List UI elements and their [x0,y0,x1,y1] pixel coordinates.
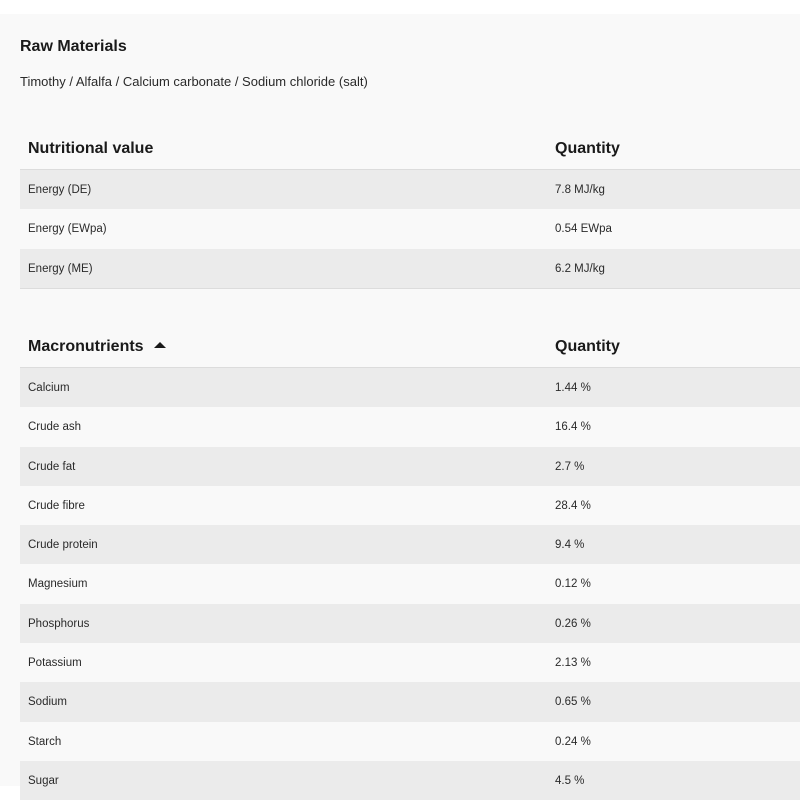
nutrient-quantity: 0.24 % [555,735,591,748]
raw-materials-title: Raw Materials [20,38,127,55]
nutrient-quantity: 9.4 % [555,539,585,552]
nutrient-name: Calcium [28,382,70,394]
nutrient-quantity: 7.8 MJ/kg [555,184,605,196]
nutrient-quantity: 4.5 % [555,774,585,787]
caret-up-icon[interactable] [154,342,166,348]
table-row [20,249,800,288]
nutrient-name: Sugar [28,774,59,787]
table-row [20,564,800,603]
macronutrients-table [20,328,800,800]
nutrient-name: Crude ash [28,421,82,434]
nutrient-name: Magnesium [28,578,88,591]
table-row [20,643,800,682]
nutrient-name: Energy (EWpa) [28,223,107,236]
nutrient-name: Starch [28,735,62,748]
macronutrients-table-body [20,368,800,800]
macronutrients-header-label: Macronutrients [28,338,144,355]
table-row [20,604,800,643]
table-row [20,170,800,209]
table-row [20,761,800,800]
nutrient-name: Crude protein [28,539,98,552]
nutrient-name: Potassium [28,657,82,670]
nutritional-value-table [20,130,800,289]
macronutrients-table-header [20,328,800,368]
table-row [20,407,800,446]
table-row [20,368,800,407]
nutrient-quantity: 0.65 % [555,696,591,709]
nutrient-name: Energy (DE) [28,184,92,196]
nutrient-name: Energy (ME) [28,262,93,275]
nutrient-name: Sodium [28,696,67,709]
nutritional-table-body [20,170,800,289]
nutrient-quantity: 1.44 % [555,382,591,394]
nutrient-quantity: 0.12 % [555,578,591,591]
nutritional-quantity-header[interactable]: Quantity [555,140,620,157]
table-row [20,209,800,248]
macronutrients-quantity-header[interactable]: Quantity [555,338,620,355]
nutrient-quantity: 2.13 % [555,657,591,670]
nutrient-quantity: 16.4 % [555,421,591,434]
nutrient-name: Crude fat [28,460,76,473]
table-row [20,682,800,721]
nutrient-name: Crude fibre [28,499,85,512]
nutritional-table-header [20,130,800,170]
nutrient-quantity: 28.4 % [555,499,591,512]
nutrient-quantity: 2.7 % [555,460,585,473]
table-row [20,447,800,486]
product-details-panel [0,14,800,786]
nutrient-quantity: 6.2 MJ/kg [555,262,605,275]
nutrient-name: Phosphorus [28,617,90,630]
nutrient-quantity: 0.26 % [555,617,591,630]
nutrient-quantity: 0.54 EWpa [555,223,612,236]
table-row [20,722,800,761]
macronutrients-sort-header[interactable] [28,338,166,356]
nutritional-value-header[interactable]: Nutritional value [28,140,154,157]
table-row [20,525,800,564]
top-strip [0,0,800,14]
table-row [20,486,800,525]
raw-materials-text: Timothy / Alfalfa / Calcium carbonate / Sodium chloride (salt) [20,74,368,89]
